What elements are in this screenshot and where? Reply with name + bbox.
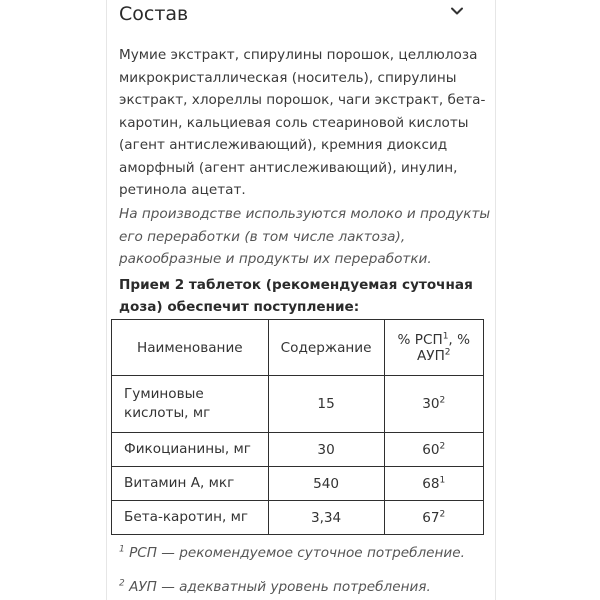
header-name: Наименование (112, 320, 269, 376)
row-pct-mark: 2 (439, 395, 446, 406)
nutrient-table (111, 319, 484, 535)
intake-heading: Прием 2 таблеток (рекомендуемая суточная доза) обеспечит поступление: (119, 277, 473, 315)
header-pct-sep: , % (448, 331, 470, 348)
footnote-text: РСП — рекомендуемое суточное потребление. (129, 545, 465, 561)
row-pct-mark: 2 (439, 440, 446, 451)
left-divider (106, 0, 107, 600)
row-content: 30 (268, 433, 384, 467)
header-pct-aup: АУП (416, 347, 445, 364)
row-pct-value: 60 (422, 441, 440, 458)
footnote-aup (119, 577, 491, 597)
footnote-rsp (119, 543, 491, 563)
table-row (112, 501, 484, 535)
composition-text: Мумие экстракт, спирулины порошок, целлюлоза микрокристаллическая (носитель), спирулины экстракт, хлореллы порошок, чаги экстракт, бета-каротин, кальциевая соль стеариновой кислоты (агент антислеживающий), кремния диоксид аморфный (агент антислеживающий), инулин, ретинола ацетат. (119, 47, 486, 198)
row-name: Гуминовые кислоты, мг (112, 376, 269, 433)
table-row (112, 433, 484, 467)
allergen-note: На производстве используются молоко и продукты его переработки (в том числе лактоза), ракообразные и продукты их переработки. (119, 206, 491, 267)
row-pct-mark: 2 (439, 508, 446, 519)
header-percent (384, 320, 483, 376)
table-row (112, 376, 484, 433)
header-pct-aup-mark: 2 (444, 346, 451, 357)
row-name: Бета-каротин, мг (112, 501, 269, 535)
row-name: Витамин А, мкг (112, 467, 269, 501)
row-content: 3,34 (268, 501, 384, 535)
row-name: Фикоцианины, мг (112, 433, 269, 467)
row-pct-mark: 1 (439, 474, 446, 485)
row-percent (384, 433, 483, 467)
table-header-row (112, 320, 484, 376)
section-header[interactable] (119, 0, 469, 30)
row-percent (384, 376, 483, 433)
footnote-text: АУП — адекватный уровень потребления. (129, 579, 431, 595)
header-pct-rsp-mark: 1 (442, 330, 449, 341)
row-pct-value: 30 (422, 396, 440, 412)
header-content: Содержание (268, 320, 384, 376)
row-percent (384, 467, 483, 501)
row-content: 540 (268, 467, 384, 501)
table-row (112, 467, 484, 501)
section-title: Состав (119, 3, 189, 25)
row-content: 15 (268, 376, 384, 433)
footnote-mark: 2 (119, 578, 125, 589)
row-percent (384, 501, 483, 535)
footnote-mark: 1 (119, 544, 125, 555)
row-pct-value: 68 (422, 475, 440, 492)
chevron-down-icon[interactable] (449, 3, 465, 19)
row-pct-value: 67 (422, 509, 440, 526)
header-pct-rsp: % РСП (397, 331, 443, 348)
right-divider (495, 0, 496, 600)
